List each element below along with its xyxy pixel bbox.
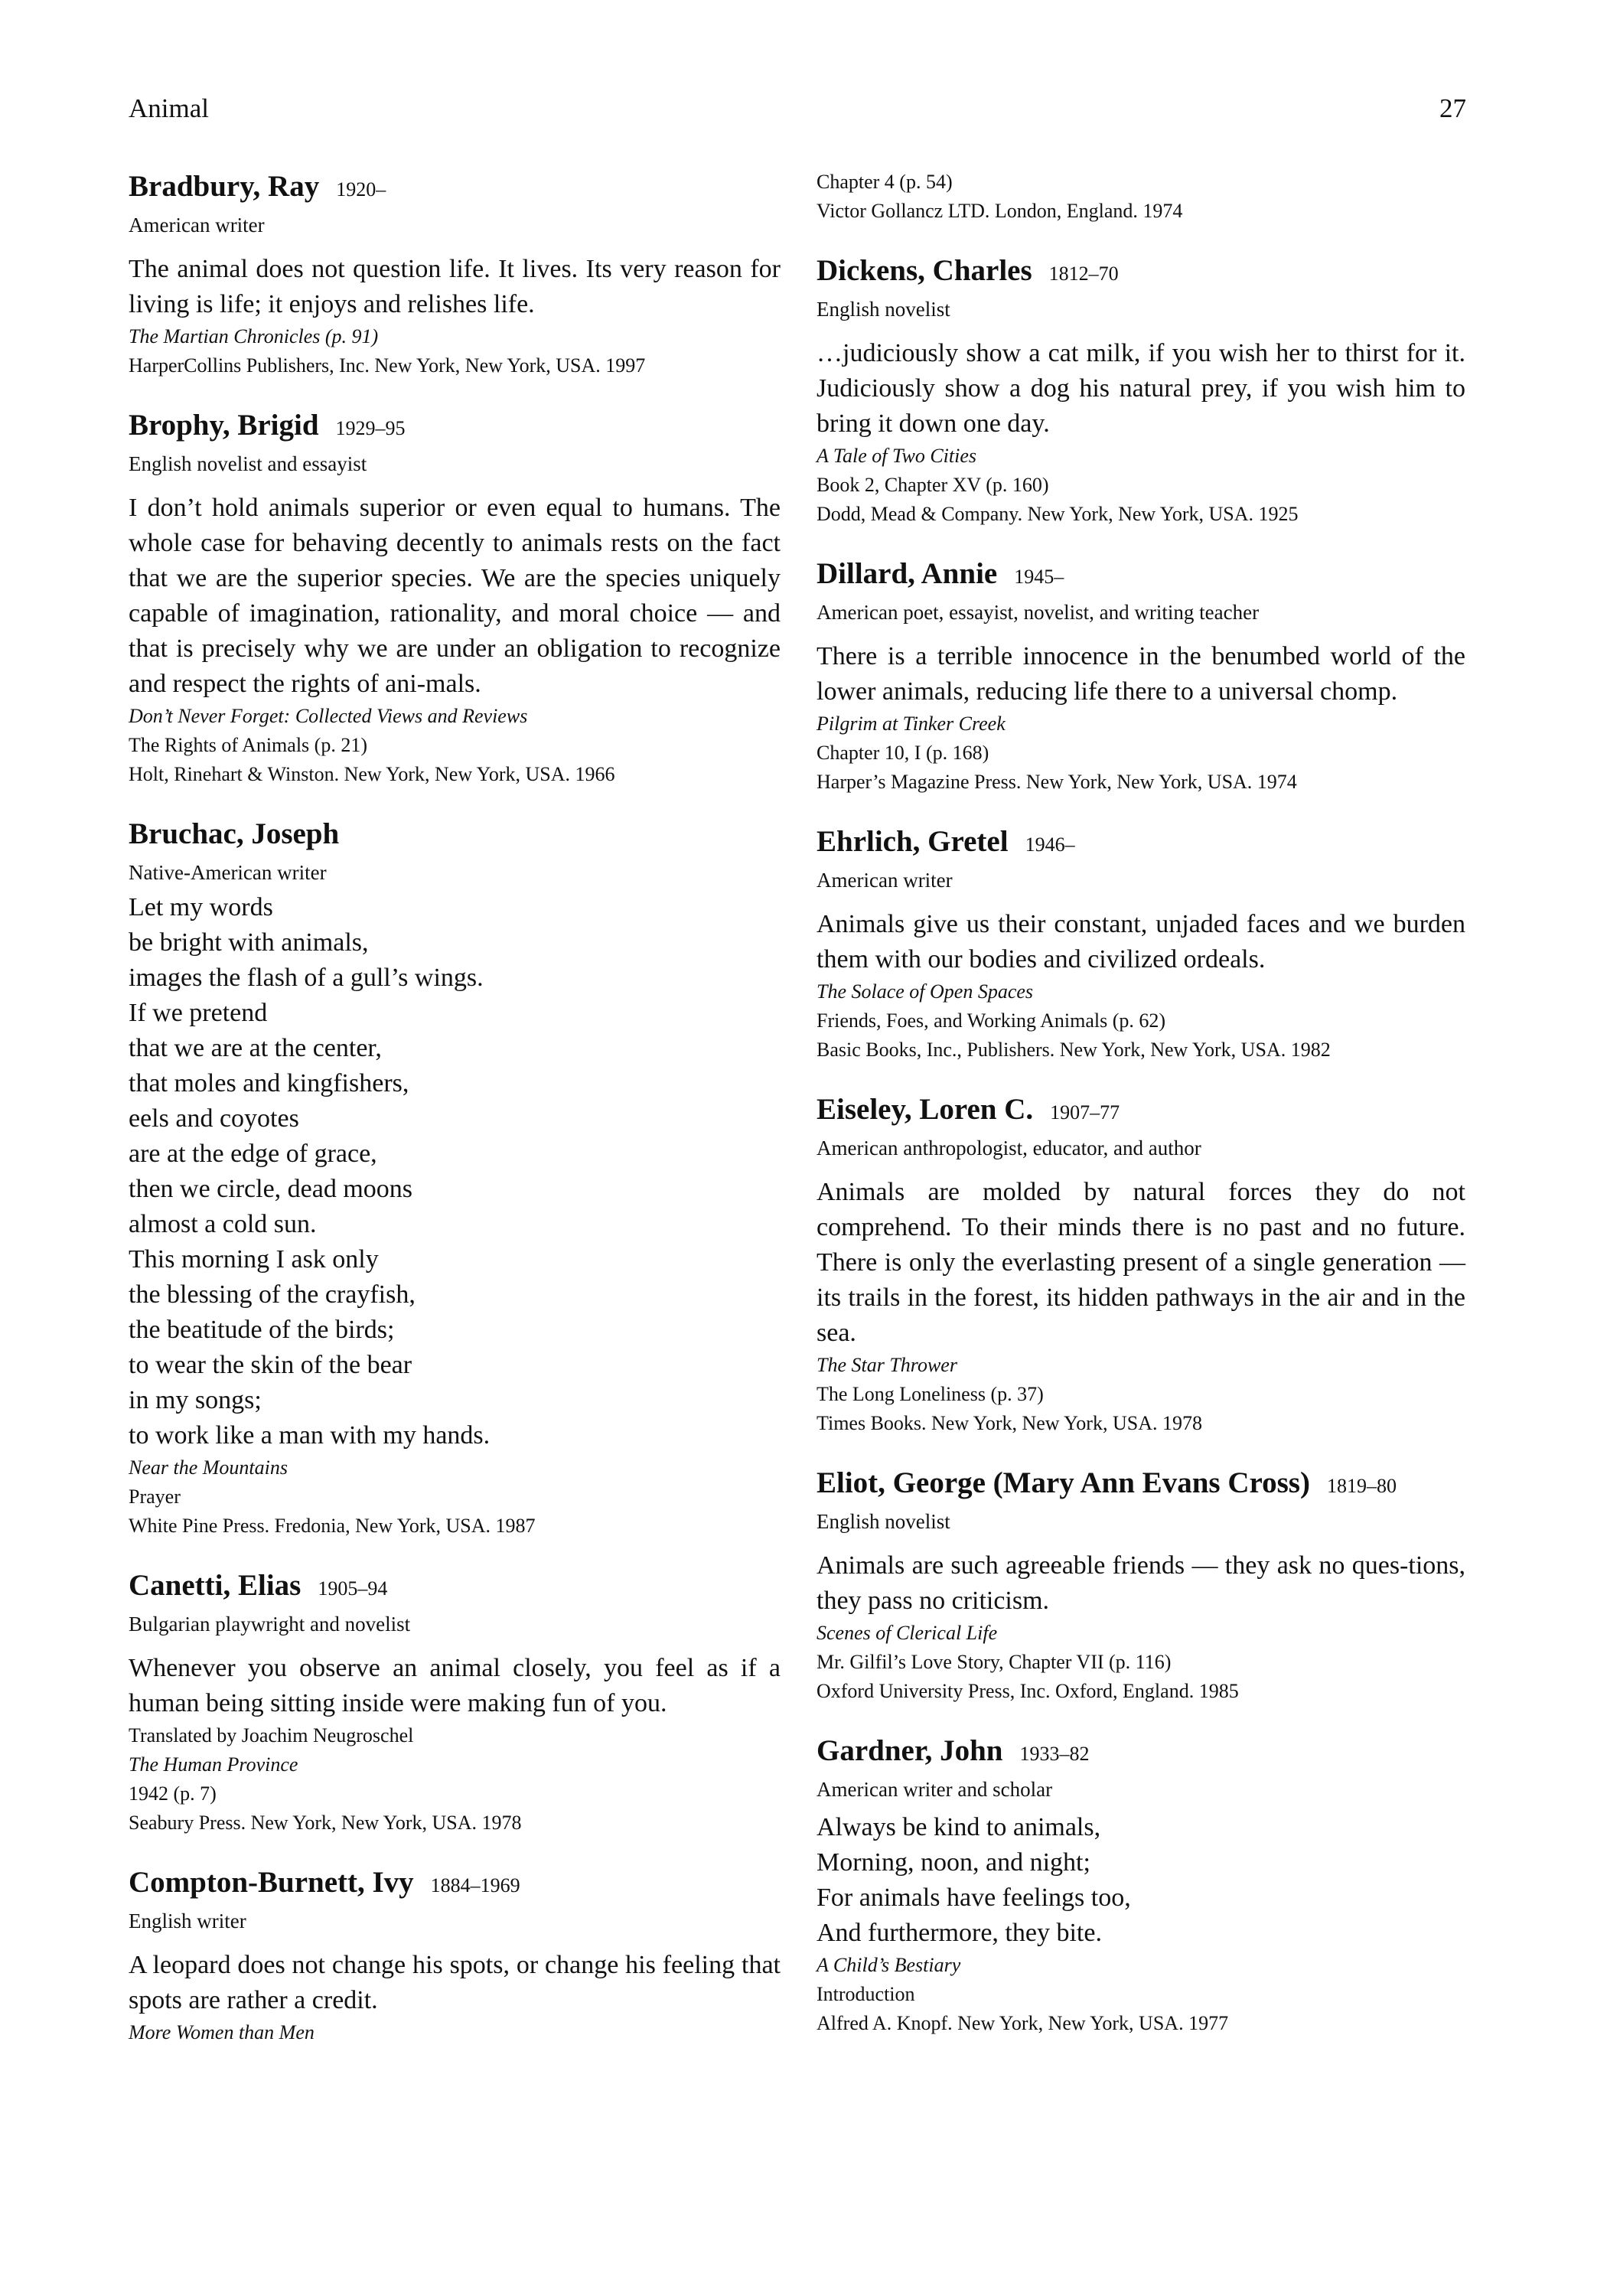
verse-line: be bright with animals,: [129, 928, 369, 957]
author-dates: 1946–: [1025, 833, 1075, 856]
author-line: [817, 252, 1465, 296]
quote-entry: [817, 1732, 1465, 2038]
verse-line: the beatitude of the birds;: [129, 1316, 395, 1344]
source-section: Chapter 10, I (p. 168): [817, 742, 989, 764]
section-title: Animal: [129, 93, 209, 123]
left-column: [129, 168, 781, 2073]
author-line: [129, 1864, 781, 1908]
author-description: Native-American writer: [129, 861, 327, 884]
author-name: Eliot, George (Mary Ann Evans Cross): [817, 1466, 1310, 1499]
source-publisher: Times Books. New York, New York, USA. 1978: [817, 1412, 1202, 1434]
source-title: Near the Mountains: [129, 1456, 288, 1479]
source-title: Scenes of Clerical Life: [817, 1622, 998, 1644]
quote-entry: [129, 815, 781, 1541]
source-publisher: Basic Books, Inc., Publishers. New York, New York, USA. 1982: [817, 1039, 1331, 1061]
author-line: [817, 1732, 1465, 1776]
author-line: [817, 555, 1465, 599]
source-title: More Women than Men: [129, 2021, 315, 2043]
source-title: The Solace of Open Spaces: [817, 980, 1034, 1003]
source-title: The Martian Chronicles (p. 91): [129, 325, 379, 347]
source-section: The Rights of Animals (p. 21): [129, 734, 367, 756]
author-dates: 1905–94: [318, 1577, 388, 1600]
author-description: American writer: [817, 869, 953, 892]
source-title: A Tale of Two Cities: [817, 445, 977, 467]
source-publisher: White Pine Press. Fredonia, New York, USA. 1987: [129, 1515, 536, 1537]
source-publisher: Harper’s Magazine Press. New York, New York, USA. 1974: [817, 771, 1297, 793]
author-description: American writer: [129, 214, 265, 236]
author-line: [129, 168, 781, 212]
source-title: A Child’s Bestiary: [817, 1954, 961, 1976]
quote-text: …judiciously show a cat milk, if you wish her to thirst for it. Judiciously show a dog his natural prey, if you wish him to bring it down one day.: [817, 339, 1465, 438]
page-number: 27: [1439, 93, 1466, 123]
quote-entry: [817, 252, 1465, 529]
source-publisher: Dodd, Mead & Company. New York, New York, USA. 1925: [817, 503, 1299, 525]
author-line: [817, 1464, 1465, 1508]
author-description: English novelist: [817, 1510, 950, 1533]
author-name: Brophy, Brigid: [129, 409, 319, 442]
author-line: [817, 823, 1465, 867]
verse-line: Always be kind to animals,: [817, 1813, 1101, 1841]
quote-text: Animals are such agreeable friends — they ask no ques-tions, they pass no criticism.: [817, 1551, 1465, 1615]
quote-text: Animals are molded by natural forces they do not comprehend. To their minds there is no past and no future. There is only the everlasting present of a single generation — its trails in the forest, its hidden pathways in the air and in the sea.: [817, 1178, 1465, 1347]
continued-source: [817, 168, 1465, 226]
quote-text: The animal does not question life. It lives. Its very reason for living is life; it enjoys and relishes life.: [129, 255, 781, 318]
verse-line: then we circle, dead moons: [129, 1175, 413, 1203]
verse-line: Morning, noon, and night;: [817, 1848, 1090, 1877]
source-title: The Star Thrower: [817, 1354, 957, 1376]
source-publisher: Holt, Rinehart & Winston. New York, New York, USA. 1966: [129, 763, 615, 785]
author-name: Bradbury, Ray: [129, 170, 320, 203]
verse-line: to wear the skin of the bear: [129, 1351, 412, 1379]
source-section: Chapter 4 (p. 54): [817, 171, 953, 193]
verse-line: For animals have feelings too,: [817, 1883, 1131, 1912]
author-name: Dillard, Annie: [817, 557, 998, 590]
quote-entry: [817, 1464, 1465, 1706]
source-publisher: Seabury Press. New York, New York, USA. 1978: [129, 1812, 522, 1834]
author-description: American poet, essayist, novelist, and writing teacher: [817, 601, 1260, 624]
author-line: [129, 1567, 781, 1611]
quote-entry: [129, 1567, 781, 1838]
quote-entry: [817, 823, 1465, 1065]
quote-text: There is a terrible innocence in the benumbed world of the lower animals, reducing life there to a universal chomp.: [817, 642, 1465, 706]
author-description: American writer and scholar: [817, 1778, 1053, 1801]
author-dates: 1812–70: [1048, 263, 1119, 285]
quote-entry: [129, 168, 781, 380]
source-title: Pilgrim at Tinker Creek: [817, 713, 1006, 735]
verse-line: This morning I ask only: [129, 1245, 379, 1274]
quote-text: Whenever you observe an animal closely, you feel as if a human being sitting inside were making fun of you.: [129, 1654, 781, 1717]
quote-entry: [817, 555, 1465, 797]
author-description: Bulgarian playwright and novelist: [129, 1613, 411, 1636]
source-section: Friends, Foes, and Working Animals (p. 62): [817, 1009, 1166, 1032]
author-name: Canetti, Elias: [129, 1569, 302, 1602]
author-dates: 1945–: [1014, 566, 1064, 588]
author-dates: 1819–80: [1326, 1475, 1397, 1497]
author-dates: 1929–95: [335, 417, 406, 439]
author-description: American anthropologist, educator, and author: [817, 1137, 1201, 1159]
source-section: The Long Loneliness (p. 37): [817, 1383, 1044, 1405]
verse-quote: [129, 890, 781, 1453]
author-description: English novelist: [817, 298, 950, 321]
verse-line: If we pretend: [129, 999, 268, 1027]
author-name: Dickens, Charles: [817, 254, 1032, 287]
author-dates: 1884–1969: [430, 1874, 520, 1896]
source-section: Prayer: [129, 1486, 181, 1508]
verse-line: to work like a man with my hands.: [129, 1421, 491, 1450]
verse-line: that moles and kingfishers,: [129, 1069, 409, 1097]
author-description: English novelist and essayist: [129, 452, 367, 475]
verse-line: eels and coyotes: [129, 1104, 299, 1133]
verse-line: are at the edge of grace,: [129, 1140, 377, 1168]
verse-line: that we are at the center,: [129, 1034, 382, 1062]
source-section: Mr. Gilfil’s Love Story, Chapter VII (p. 116): [817, 1651, 1172, 1673]
quote-entry: [129, 406, 781, 789]
quote-entry: [129, 1864, 781, 2047]
source-publisher: HarperCollins Publishers, Inc. New York, New York, USA. 1997: [129, 354, 646, 377]
author-line: [129, 406, 781, 451]
quote-text: Animals give us their constant, unjaded faces and we burden them with our bodies and civilized ordeals.: [817, 910, 1465, 974]
quote-entry: [817, 1091, 1465, 1438]
source-publisher: Victor Gollancz LTD. London, England. 1974: [817, 200, 1183, 222]
author-line: [129, 815, 781, 859]
source-section: Introduction: [817, 1983, 915, 2005]
verse-line: And furthermore, they bite.: [817, 1919, 1102, 1947]
verse-line: Let my words: [129, 893, 273, 921]
author-name: Gardner, John: [817, 1734, 1003, 1767]
author-line: [817, 1091, 1465, 1135]
author-dates: 1933–82: [1019, 1743, 1090, 1765]
author-dates: 1920–: [336, 178, 386, 201]
source-section: 1942 (p. 7): [129, 1782, 217, 1805]
verse-quote: [817, 1810, 1465, 1951]
source-publisher: Oxford University Press, Inc. Oxford, England. 1985: [817, 1680, 1239, 1702]
source-section: Book 2, Chapter XV (p. 160): [817, 474, 1049, 496]
verse-line: the blessing of the crayfish,: [129, 1280, 416, 1309]
verse-line: in my songs;: [129, 1386, 262, 1414]
source-publisher: Alfred A. Knopf. New York, New York, USA. 1977: [817, 2012, 1229, 2034]
source-title: The Human Province: [129, 1753, 298, 1776]
author-name: Ehrlich, Gretel: [817, 825, 1009, 858]
quote-text: I don’t hold animals superior or even equal to humans. The whole case for behaving decently to animals rests on the fact that we are the superior species. We are the species uniquely capable of imagination, rationality, and moral choice — and that is precisely why we are under an obligation to recognize and respect the rights of ani-mals.: [129, 494, 781, 698]
author-name: Bruchac, Joseph: [129, 817, 340, 850]
author-description: English writer: [129, 1910, 246, 1932]
author-name: Eiseley, Loren C.: [817, 1093, 1034, 1126]
source-translator: Translated by Joachim Neugroschel: [129, 1724, 414, 1746]
right-column: [817, 168, 1465, 2064]
quote-text: A leopard does not change his spots, or change his feeling that spots are rather a credit.: [129, 1951, 781, 2014]
author-dates: 1907–77: [1050, 1101, 1120, 1124]
verse-line: images the flash of a gull’s wings.: [129, 964, 484, 992]
source-title: Don’t Never Forget: Collected Views and Reviews: [129, 705, 528, 727]
author-name: Compton-Burnett, Ivy: [129, 1866, 414, 1899]
verse-line: almost a cold sun.: [129, 1210, 317, 1238]
